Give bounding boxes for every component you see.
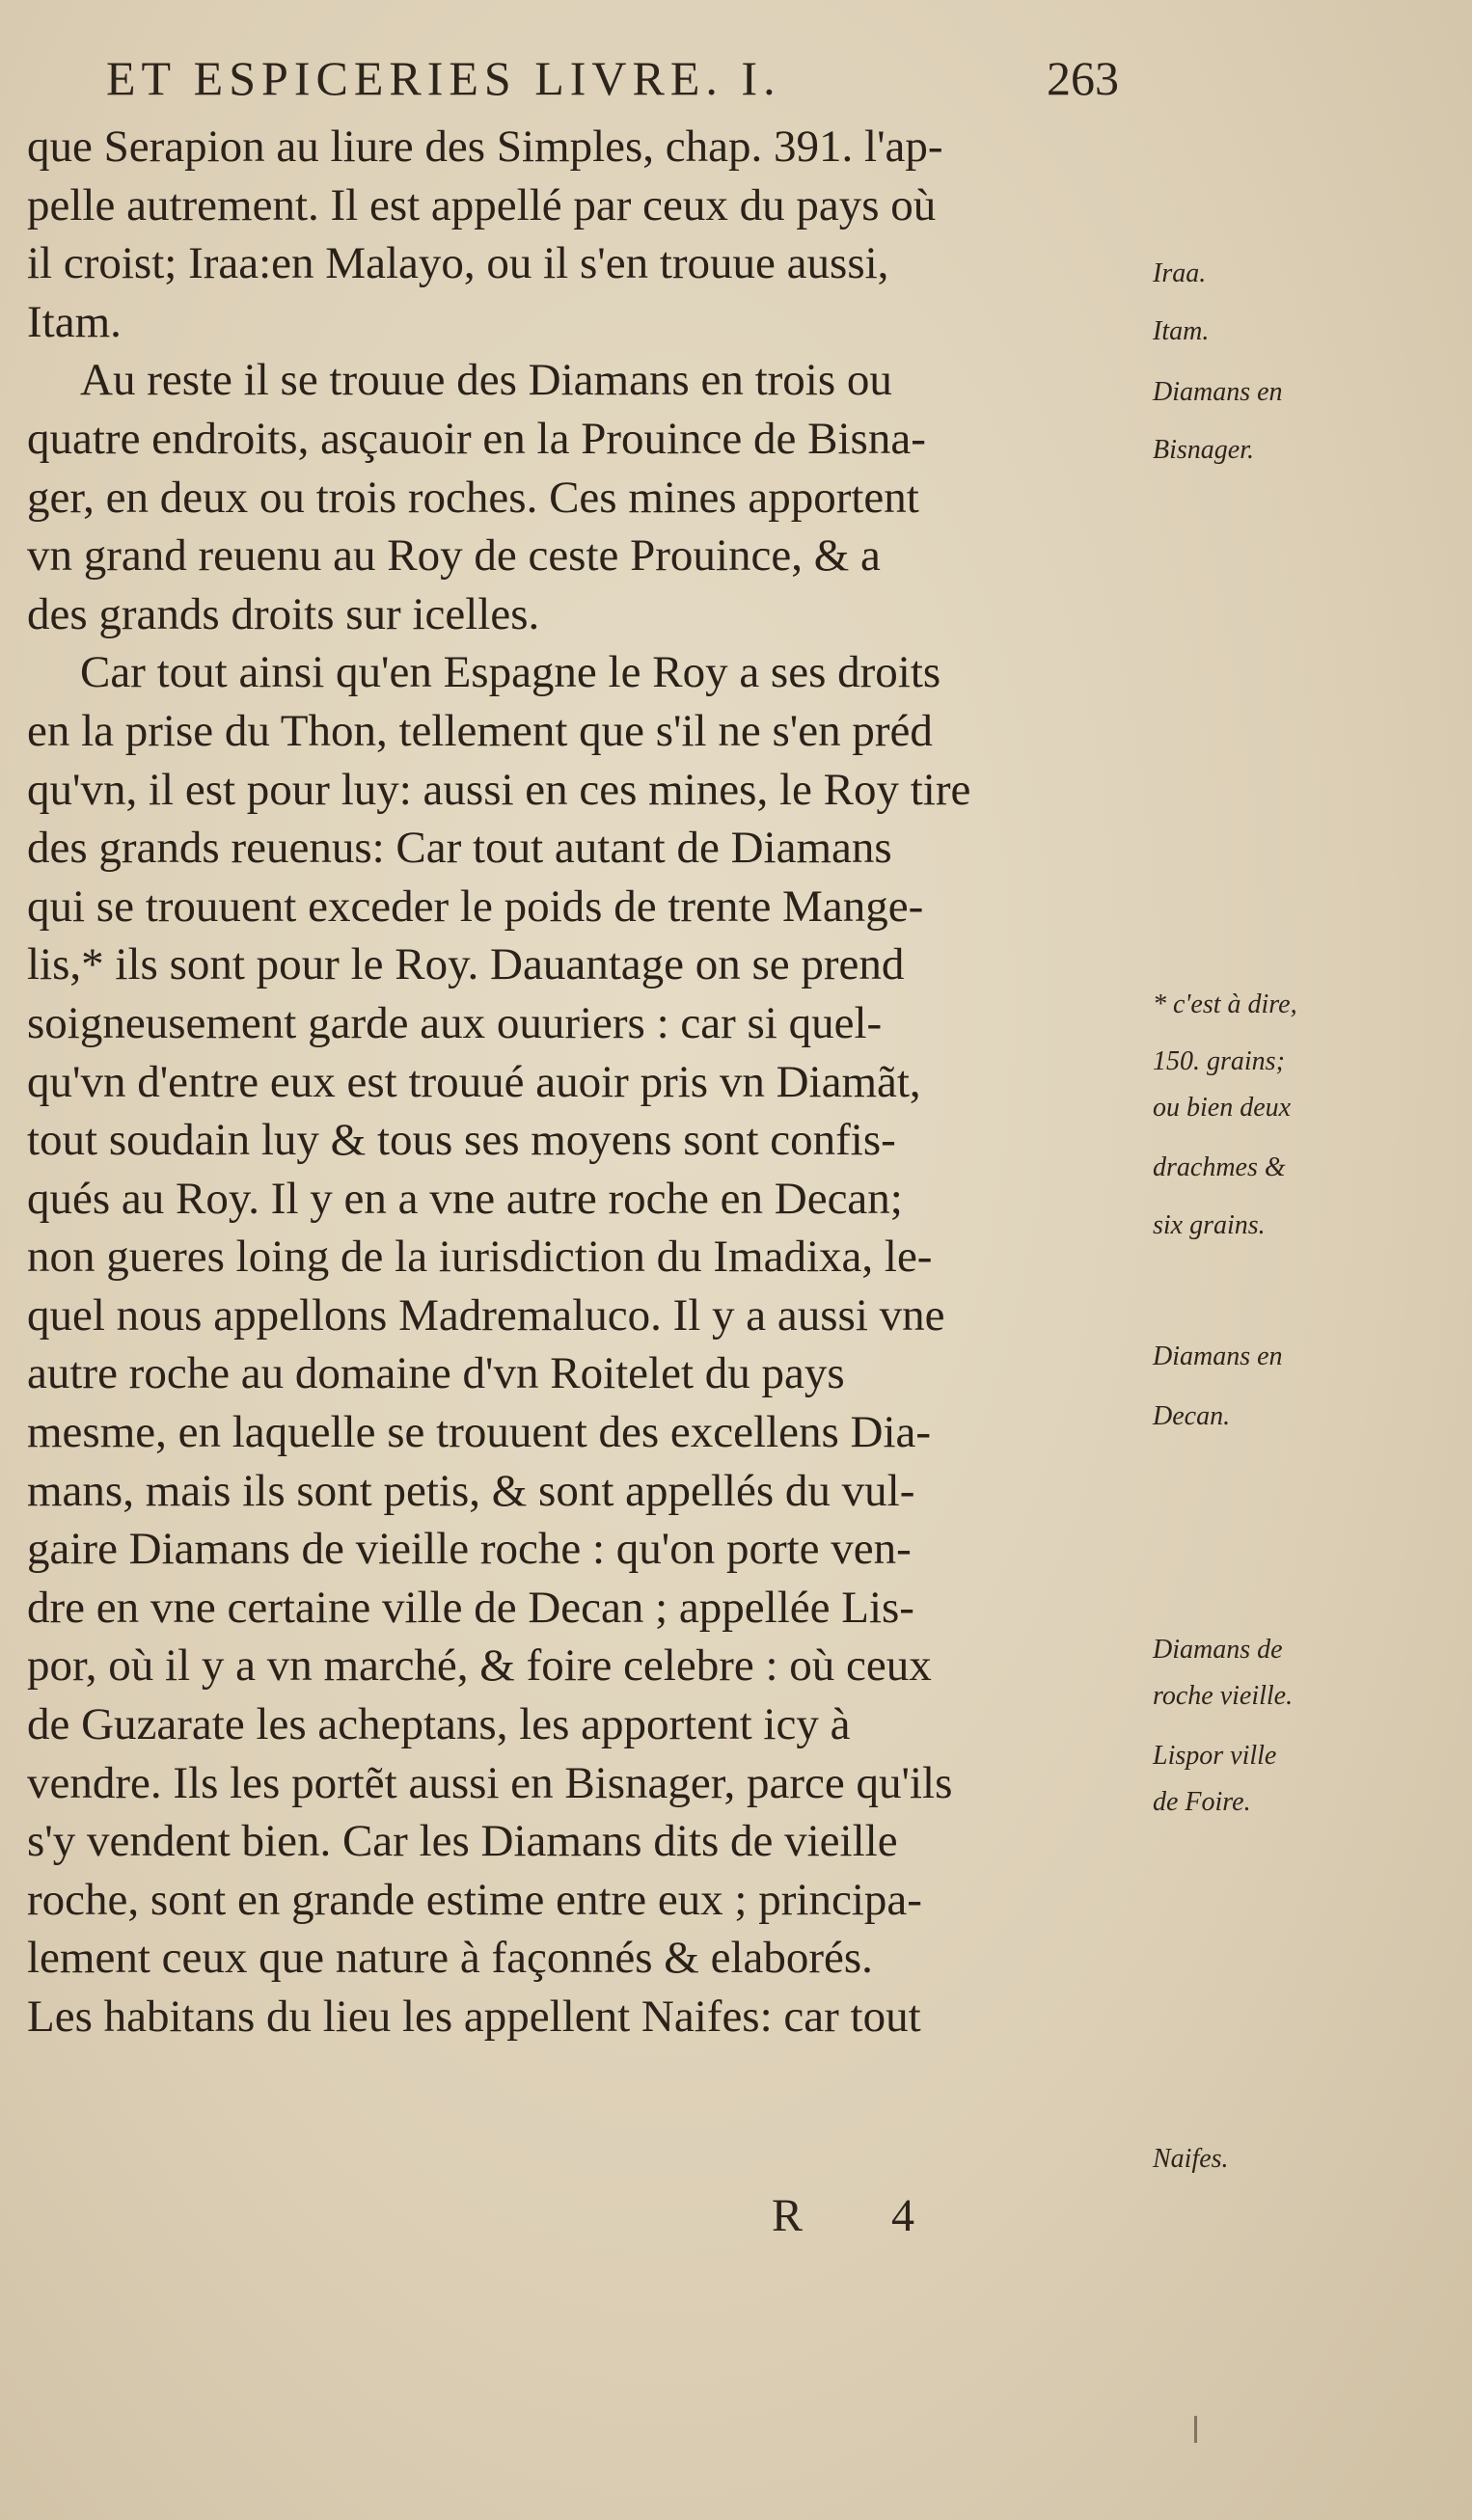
text-line: tout soudain luy & tous ses moyens sont confis- [27,1115,896,1166]
text-line: qu'vn d'entre eux est trouué auoir pris vn Diamãt, [27,1056,921,1107]
text-line: vendre. Ils les portẽt aussi en Bisnager, parce qu'ils [27,1757,953,1808]
text-line: mans, mais ils sont petis, & sont appellés du vul- [27,1465,915,1516]
text-line: des grands droits sur icelles. [27,588,540,639]
text-line: roche, sont en grande estime entre eux ; principa- [27,1874,922,1925]
text-line: que Serapion au liure des Simples, chap. 391. l'ap- [27,122,943,172]
text-line: pelle autrement. Il est appellé par ceux du pays où [27,179,937,230]
ink-speck [1194,2416,1197,2443]
margin-note: roche vieille. [1153,1681,1294,1711]
page-number: 263 [1047,51,1119,105]
margin-note: * c'est à dire, [1153,989,1297,1019]
text-line: qui se trouuent exceder le poids de trente Mange- [27,881,924,932]
text-line: de Guzarate les acheptans, les apportent icy à [27,1699,851,1750]
margin-note: Bisnager. [1153,435,1254,465]
running-head [0,50,1472,118]
text-line: lis,* ils sont pour le Roy. Dauantage on se prend [27,939,905,990]
text-line: qués au Roy. Il y en a vne autre roche en Decan; [27,1173,903,1224]
margin-note: drachmes & [1153,1152,1286,1182]
text-line: Car tout ainsi qu'en Espagne le Roy a ses droits [80,647,941,698]
margin-note: 150. grains; [1153,1046,1285,1076]
text-line: qu'vn, il est pour luy: aussi en ces mines, le Roy tire [27,764,971,815]
text-line: s'y vendent bien. Car les Diamans dits de vieille [27,1816,898,1867]
margin-note: Diamans de [1153,1635,1283,1665]
text-line: des grands reuenus: Car tout autant de Diamans [27,823,892,874]
text-line: por, où il y a vn marché, & foire celebre : où ceux [27,1640,932,1692]
text-line: en la prise du Thon, tellement que s'il ne s'en préd [27,705,933,756]
text-line: non gueres loing de la iurisdiction du Imadixa, le- [27,1232,933,1283]
text-line: il croist; Iraa:en Malayo, ou il s'en trouue aussi, [27,238,889,289]
text-line: Au reste il se trouue des Diamans en trois ou [80,355,892,406]
margin-note: ou bien deux [1153,1093,1292,1123]
text-line: ger, en deux ou trois roches. Ces mines apportent [27,472,919,523]
body-text [27,118,1146,2046]
text-line: autre roche au domaine d'vn Roitelet du pays [27,1348,845,1399]
text-line: mesme, en laquelle se trouuent des excellens Dia- [27,1407,932,1458]
text-line: gaire Diamans de vieille roche : qu'on porte ven- [27,1524,912,1575]
text-line: Itam. [27,296,122,347]
margin-note: six grains. [1153,1210,1266,1240]
text-line: quatre endroits, asçauoir en la Prouince de Bisna- [27,413,926,464]
text-line: quel nous appellons Madremaluco. Il y a aussi vne [27,1289,945,1341]
signature-mark: R 4 [772,2190,954,2241]
text-line: soigneusement garde aux ouuriers : car si quel- [27,997,883,1048]
margin-note: Diamans en [1153,1341,1283,1371]
margin-note: Diamans en [1153,377,1283,407]
margin-note: Decan. [1153,1401,1231,1431]
margin-note: Naifes. [1153,2144,1229,2174]
text-line: vn grand reuenu au Roy de ceste Prouince, & a [27,530,881,582]
text-line: dre en vne certaine ville de Decan ; appellée Lis- [27,1582,914,1633]
text-line: Les habitans du lieu les appellent Naifes: car tout [27,1992,921,2042]
margin-note: Iraa. [1153,258,1207,288]
margin-note: Itam. [1153,316,1210,346]
text-line: lement ceux que nature à façonnés & elaborés. [27,1933,873,1984]
margin-note: de Foire. [1153,1787,1251,1817]
margin-note: Lispor ville [1153,1741,1277,1771]
running-head-title: ET ESPICERIES LIVRE. I. [106,51,781,105]
